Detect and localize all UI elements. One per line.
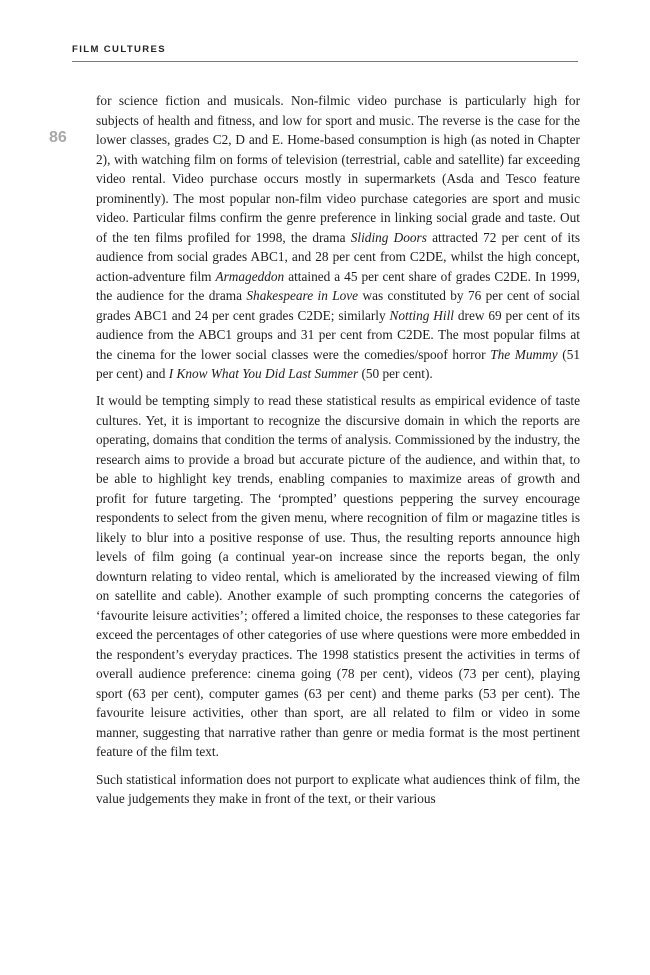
text-run: (50 per cent). <box>358 366 433 381</box>
text-run: attained a 45 per cent share of grades C2DE. In 1999, the audience for the drama <box>96 268 580 303</box>
paragraph-3: Such statistical information does not purport to explicate what audiences think of film, the value judgements they make in front of the text, or their various <box>96 771 580 807</box>
paragraph-1 <box>96 91 580 384</box>
text-run: attracted 72 per cent of its audience from social grades ABC1, and 28 per cent from C2DE, whilst the high concept, action-adventure film <box>96 229 580 284</box>
film-title-shakespeare-in-love: Shakespeare in Love <box>246 288 359 303</box>
body-text <box>96 91 580 809</box>
text-run: was constituted by 76 per cent of social grades ABC1 and 24 per cent grades C2DE; similarly <box>96 288 581 323</box>
film-title-sliding-doors: Sliding Doors <box>350 229 427 245</box>
page-number: 86 <box>49 129 67 146</box>
film-title-i-know-what-you-did-last-summer: I Know What You Did Last Summer <box>168 366 359 381</box>
text-run: (51 per cent) and <box>96 346 580 381</box>
film-title-the-mummy: The Mummy <box>490 346 558 362</box>
text-run: for science fiction and musicals. Non-filmic video purchase is particularly high for subjects of health and fitness, and low for sport and music. The reverse is the case for the lower classes, grades C2, D and E. Home-based consumption is high (as noted in Chapter 2), with watching film on forms of television (terrestrial, cable and satellite) far exceeding video rental. Video purchase occurs mostly in supermarkets (Asda and Tesco feature prominently). The most popular non-film video purchase categories are sport and music video. Particular films confirm the genre preference in linking social grade and taste. Out of the ten films profiled for 1998, the drama <box>96 93 580 245</box>
film-title-notting-hill: Notting Hill <box>389 307 454 323</box>
text-run: drew 69 per cent of its audience from the ABC1 groups and 31 per cent from C2DE. The most popular films at the cinema for the lower social classes were the comedies/spoof horror <box>96 307 580 362</box>
paragraph-2: It would be tempting simply to read these statistical results as empirical evidence of taste cultures. Yet, it is important to recognize the discursive domain in which the reports are operating, domains that condition the terms of analysis. Commissioned by the industry, the research aims to provide a broad but accurate picture of the audience, and within that, to be able to highlight key trends, enabling companies to maximize areas of growth and profit for future targeting. The ‘prompted’ questions peppering the survey encourage respondents to select from the given menu, where recognition of film or magazine titles is likely to blur into a positive response of use. Thus, the resulting reports announce high levels of film going (a continual year-on increase since the reports began, the only downturn relating to video rental, which is ameliorated by the increased viewing of film on satellite and cable). Another example of such prompting concerns the categories of ‘favourite leisure activities’; offered a limited choice, the responses to these categories far exceed the percentages of other categories of use where questions were more embedded in the respondent’s everyday practices. The 1998 statistics present the activities in terms of overall audience preference: cinema going (78 per cent), videos (73 per cent), playing sport (63 per cent), computer games (63 per cent) and theme parks (53 per cent). The favourite leisure activities, other than sport, are all related to film or video in some manner, suggesting that narrative rather than genre or media format is the most pertinent feature of the film text. <box>96 393 580 760</box>
film-title-armageddon: Armageddon <box>215 268 285 284</box>
header-rule <box>72 61 578 62</box>
running-head: FILM CULTURES <box>72 44 167 55</box>
